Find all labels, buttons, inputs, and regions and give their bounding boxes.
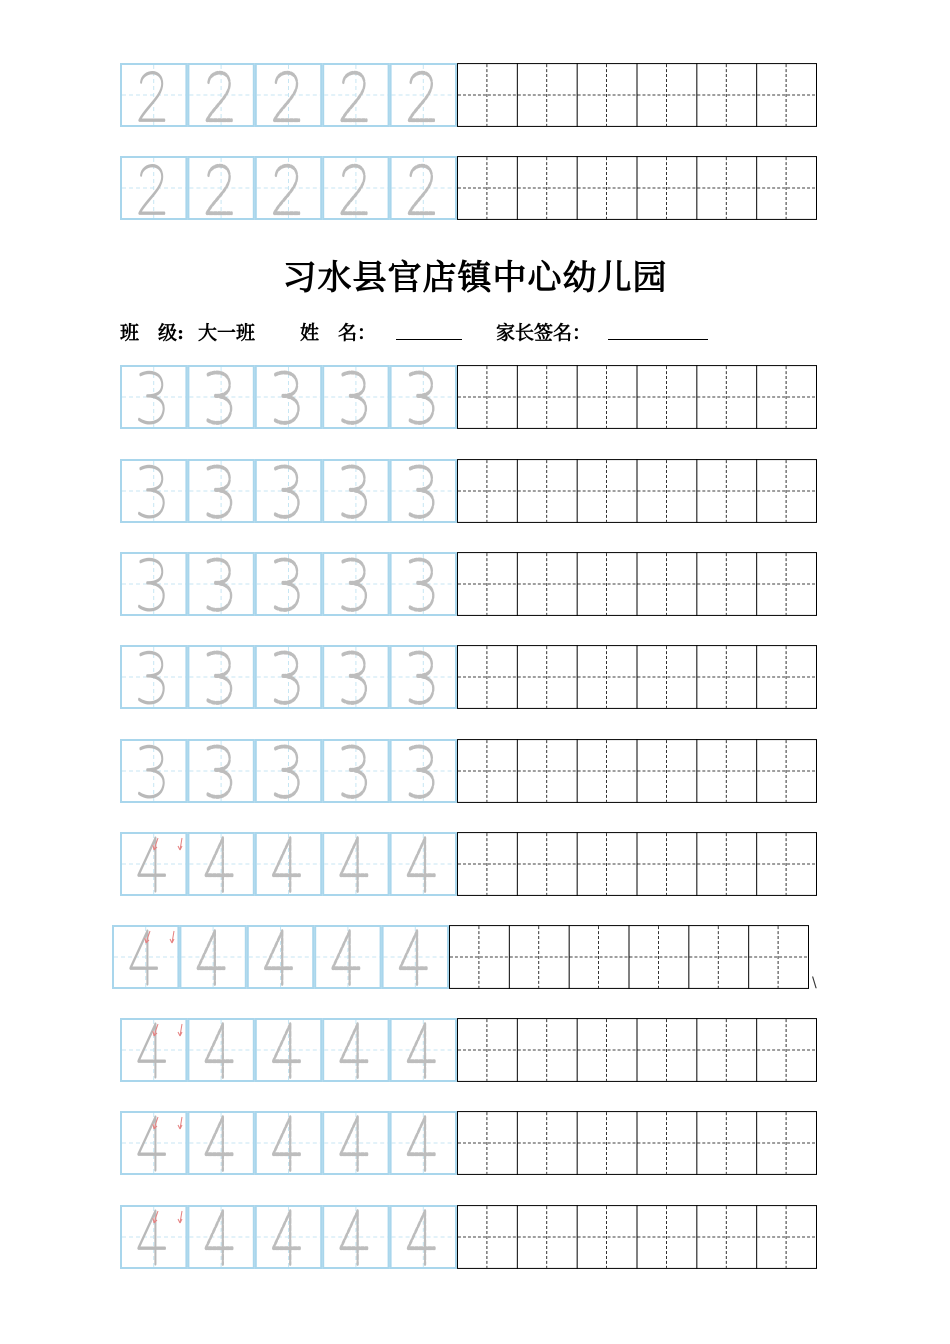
digit-3-trace — [341, 747, 366, 797]
digit-2-trace — [409, 73, 434, 121]
practice-row-4 — [112, 925, 812, 989]
digit-2-trace — [207, 166, 232, 214]
practice-row-2 — [120, 156, 820, 220]
writing-grid[interactable] — [457, 739, 817, 803]
practice-row-3 — [120, 459, 820, 523]
tracing-guide — [120, 63, 457, 127]
tracing-guide — [120, 1018, 457, 1082]
digit-4-trace — [206, 1211, 233, 1264]
writing-grid[interactable] — [457, 365, 817, 429]
digit-4-trace — [333, 931, 360, 984]
digit-3-model — [139, 747, 164, 797]
digit-4-trace — [400, 931, 427, 984]
digit-4-trace — [341, 1117, 368, 1170]
digit-3-model — [139, 373, 164, 423]
tracing-guide — [112, 925, 449, 989]
writing-grid[interactable] — [457, 63, 817, 127]
writing-grid[interactable] — [449, 925, 809, 989]
digit-3-trace — [274, 373, 299, 423]
digit-4-trace — [408, 1211, 435, 1264]
writing-grid[interactable] — [457, 645, 817, 709]
digit-4-trace — [273, 1117, 300, 1170]
digit-2-trace — [342, 73, 367, 121]
writing-grid[interactable] — [457, 832, 817, 896]
digit-2-trace — [274, 166, 299, 214]
digit-4-trace — [265, 931, 292, 984]
tracing-guide — [120, 459, 457, 523]
digit-4-trace — [198, 931, 225, 984]
name-blank[interactable] — [396, 318, 462, 340]
page-title: 习水县官店镇中心幼儿园 — [282, 258, 668, 298]
digit-3-trace — [409, 373, 434, 423]
digit-2-trace — [409, 166, 434, 214]
digit-4-trace — [273, 1211, 300, 1264]
digit-3-trace — [206, 467, 231, 517]
writing-grid[interactable] — [457, 552, 817, 616]
digit-3-trace — [341, 653, 366, 703]
digit-3-trace — [274, 467, 299, 517]
practice-row-4 — [120, 1205, 820, 1269]
digit-3-trace — [341, 560, 366, 610]
digit-4-trace — [408, 1117, 435, 1170]
digit-4-trace — [341, 1211, 368, 1264]
practice-row-4 — [120, 1111, 820, 1175]
digit-3-trace — [206, 747, 231, 797]
name-label: 姓 名： — [300, 322, 377, 344]
tracing-guide — [120, 832, 457, 896]
practice-row-2 — [120, 63, 820, 127]
writing-grid[interactable] — [457, 1111, 817, 1175]
digit-3-trace — [274, 560, 299, 610]
class-value: 大一班 — [198, 322, 256, 344]
digit-4-trace — [206, 1117, 233, 1170]
tracing-guide — [120, 1111, 457, 1175]
digit-4-trace — [273, 1024, 300, 1077]
digit-3-model — [139, 467, 164, 517]
digit-3-model — [139, 560, 164, 610]
writing-grid[interactable] — [457, 1018, 817, 1082]
digit-3-trace — [409, 467, 434, 517]
digit-2-model — [139, 166, 164, 214]
digit-4-model — [138, 838, 165, 891]
parent-signature-label: 家长签名： — [496, 322, 592, 344]
digit-2-trace — [342, 166, 367, 214]
practice-row-3 — [120, 645, 820, 709]
digit-2-trace — [274, 73, 299, 121]
digit-4-trace — [273, 838, 300, 891]
tracing-guide — [120, 1205, 457, 1269]
digit-3-model — [139, 653, 164, 703]
tracing-guide — [120, 552, 457, 616]
digit-4-model — [138, 1117, 165, 1170]
digit-3-trace — [341, 373, 366, 423]
digit-3-trace — [206, 560, 231, 610]
class-label: 班 级: — [120, 322, 185, 344]
parent-signature-blank[interactable] — [608, 318, 708, 340]
practice-row-3 — [120, 365, 820, 429]
digit-3-trace — [274, 747, 299, 797]
tracing-guide — [120, 156, 457, 220]
digit-2-trace — [207, 73, 232, 121]
writing-grid[interactable] — [457, 156, 817, 220]
stray-mark: \ — [812, 975, 817, 991]
digit-4-model — [138, 1211, 165, 1264]
digit-3-trace — [274, 653, 299, 703]
digit-2-model — [139, 73, 164, 121]
digit-4-trace — [408, 838, 435, 891]
tracing-guide — [120, 739, 457, 803]
writing-grid[interactable] — [457, 459, 817, 523]
digit-3-trace — [409, 653, 434, 703]
tracing-guide — [120, 645, 457, 709]
digit-3-trace — [409, 560, 434, 610]
writing-grid[interactable] — [457, 1205, 817, 1269]
digit-3-trace — [206, 373, 231, 423]
practice-row-4 — [120, 832, 820, 896]
tracing-guide — [120, 365, 457, 429]
digit-4-trace — [341, 838, 368, 891]
practice-row-4 — [120, 1018, 820, 1082]
digit-4-trace — [206, 838, 233, 891]
digit-3-trace — [409, 747, 434, 797]
digit-4-trace — [408, 1024, 435, 1077]
practice-row-3 — [120, 552, 820, 616]
digit-4-trace — [206, 1024, 233, 1077]
digit-4-trace — [341, 1024, 368, 1077]
digit-3-trace — [206, 653, 231, 703]
digit-4-model — [138, 1024, 165, 1077]
digit-4-model — [130, 931, 157, 984]
digit-3-trace — [341, 467, 366, 517]
practice-row-3 — [120, 739, 820, 803]
